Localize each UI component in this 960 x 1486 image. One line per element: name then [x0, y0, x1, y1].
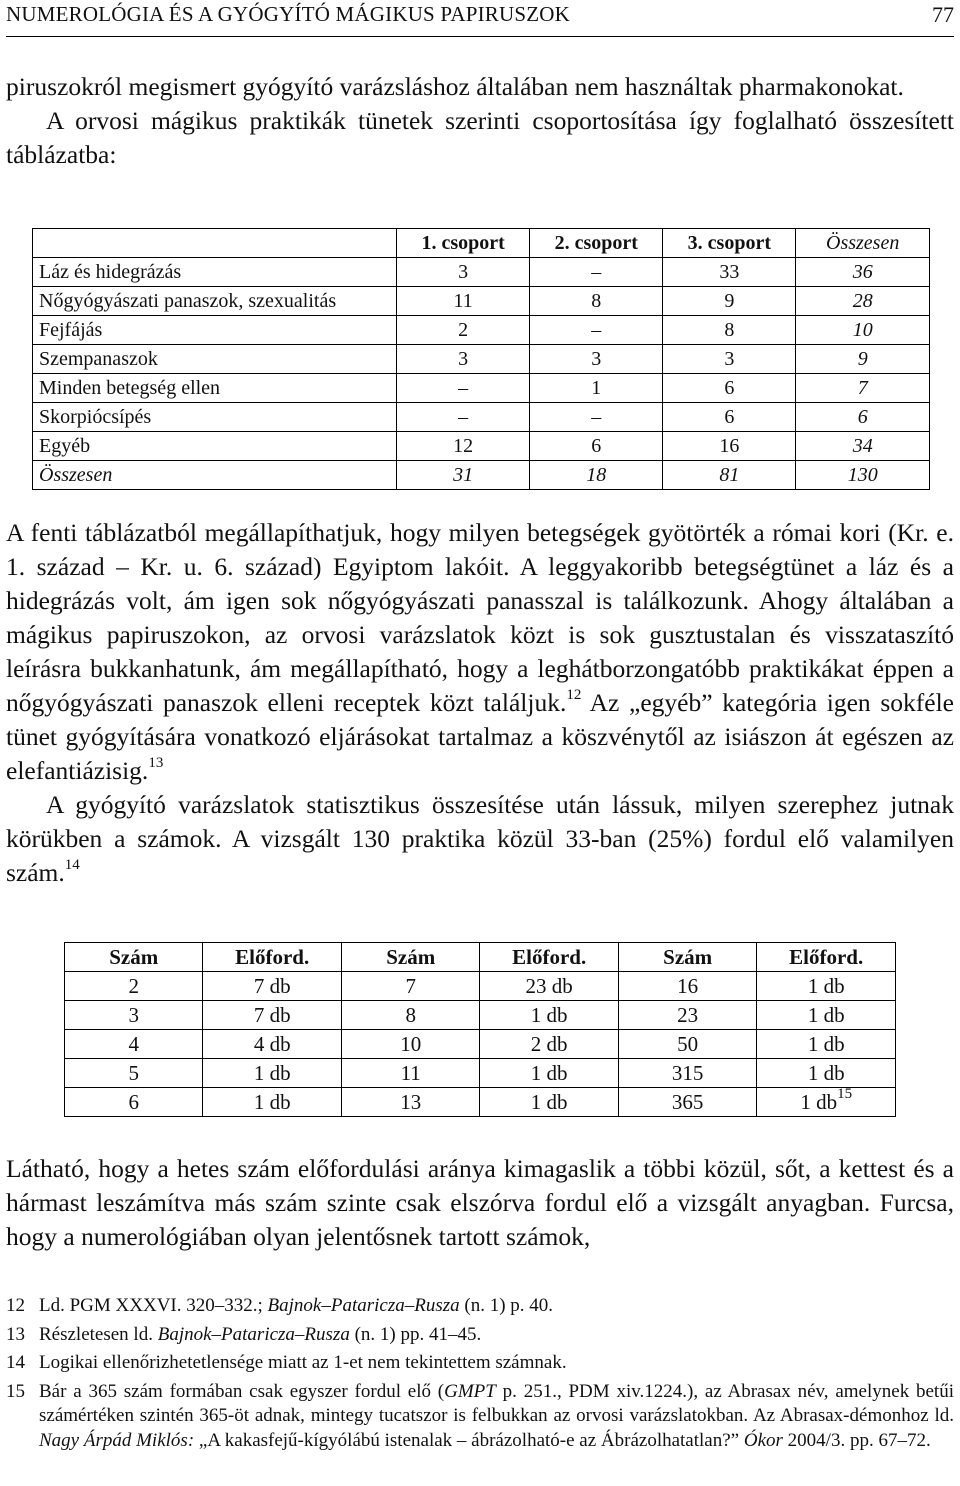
table-row — [65, 1088, 896, 1117]
footnote-15 — [6, 1380, 954, 1454]
table-cell: 2 db — [480, 1030, 619, 1059]
table-cell: 1 — [530, 374, 663, 403]
table-cell: 7 — [796, 374, 930, 403]
table-cell: 1 db — [203, 1088, 342, 1117]
table-cell: Minden betegség ellen — [33, 374, 397, 403]
table-row — [65, 1030, 896, 1059]
table-cell: 33 — [663, 258, 796, 287]
table-cell: 1 db — [757, 1059, 896, 1088]
table-cell: 365 — [618, 1088, 756, 1117]
table-cell: 2 — [65, 972, 203, 1001]
table-header-cell — [33, 229, 397, 258]
table-header-cell: 1. csoport — [397, 229, 530, 258]
footnote-number: 14 — [6, 1352, 25, 1373]
table-row — [65, 1059, 896, 1088]
table-cell: 1 db — [480, 1088, 619, 1117]
footnote-text: (n. 1) pp. 41–45. — [349, 1323, 482, 1345]
table-cell: Láz és hidegrázás — [33, 258, 397, 287]
table-header-cell: Előford. — [480, 943, 619, 972]
paragraph-line: A orvosi mágikus praktikák tünetek szerinti csoportosítása így foglalható összesített táblázatba: — [6, 106, 954, 169]
table-cell: 9 — [663, 287, 796, 316]
table-header-cell: Szám — [65, 943, 203, 972]
table-header-cell: 2. csoport — [530, 229, 663, 258]
table-cell: 3 — [65, 1001, 203, 1030]
table-cell: 12 — [397, 432, 530, 461]
table-cell: 34 — [796, 432, 930, 461]
footnote-ref[interactable]: 12 — [566, 686, 582, 703]
table-row — [33, 287, 930, 316]
table-cell: 16 — [663, 432, 796, 461]
number-frequency-table — [64, 942, 896, 1117]
footnote-number: 12 — [6, 1295, 25, 1316]
table-cell: 1 db — [203, 1059, 342, 1088]
table-cell: 36 — [796, 258, 930, 287]
footnote-text: Részletesen ld. — [39, 1323, 158, 1345]
footnote-ref[interactable]: 13 — [148, 754, 164, 771]
footnote-text: p. 251., PDM xiv.1224.), az Abrasax név, amelynek betűi számértéken szintén 365-öt adnak, mintegy tucatszor is felbukkan az orvosi varázslatokban. Az Abrasax-démonhoz ld. — [39, 1380, 954, 1426]
table-cell: 7 db — [203, 1001, 342, 1030]
table-row — [33, 432, 930, 461]
footnote-text: Ld. PGM XXXVI. 320–332.; — [39, 1295, 268, 1316]
table-cell: 11 — [397, 287, 530, 316]
table-cell: 1 db — [757, 1001, 896, 1030]
table-cell: 3 — [397, 258, 530, 287]
table-total-row — [33, 461, 930, 490]
paragraph-text: Az „egyéb” kategória igen sokféle tünet gyógyítására vonatkozó eljárásokat tartalmaz a köszvénytől az isiászon át egészen az elefantiázisig. — [6, 688, 954, 785]
footnote-text: „A kakasfejű-kígyólábú istenalak – ábrázolható-e az Ábrázolhatatlan?” — [194, 1429, 744, 1451]
table-cell: 9 — [796, 345, 930, 374]
table-header-cell: Szám — [618, 943, 756, 972]
table-cell: 50 — [618, 1030, 756, 1059]
table-cell: Nőgyógyászati panaszok, szexualitás — [33, 287, 397, 316]
table-header-cell: 3. csoport — [663, 229, 796, 258]
table-header-cell: Előford. — [203, 943, 342, 972]
table-cell: – — [397, 374, 530, 403]
table-cell: 8 — [341, 1001, 479, 1030]
footnote-text: Bár a 365 szám formában csak egyszer fordul elő ( — [39, 1380, 445, 1402]
page-number: 77 — [932, 2, 954, 27]
table-cell: 5 — [65, 1059, 203, 1088]
table-cell: 6 — [796, 403, 930, 432]
footnote-text: Logikai ellenőrizhetetlensége miatt az 1-et nem tekintettem számnak. — [39, 1352, 567, 1373]
table-cell: 4 — [65, 1030, 203, 1059]
footnote-italic: Ókor — [743, 1429, 783, 1451]
table-cell: 16 — [618, 972, 756, 1001]
table-row — [33, 258, 930, 287]
table-cell: 1 db — [757, 972, 896, 1001]
table-cell: 31 — [397, 461, 530, 490]
paragraph-intro — [6, 70, 954, 172]
table-cell: 1 db — [480, 1059, 619, 1088]
table-cell: 8 — [530, 287, 663, 316]
table-cell: Egyéb — [33, 432, 397, 461]
footnote-italic: Bajnok–Pataricza–Rusza — [157, 1323, 350, 1345]
table-cell: 6 — [530, 432, 663, 461]
table-cell: – — [530, 258, 663, 287]
table-cell: 6 — [663, 403, 796, 432]
table-cell: 130 — [796, 461, 930, 490]
table-row — [33, 374, 930, 403]
table-cell: Skorpiócsípés — [33, 403, 397, 432]
footnote-number: 13 — [6, 1323, 25, 1345]
table-header-cell: Előford. — [757, 943, 896, 972]
paragraph-conclusion — [6, 1152, 954, 1254]
table-row — [65, 1001, 896, 1030]
table-cell: 3 — [663, 345, 796, 374]
table-cell: 315 — [618, 1059, 756, 1088]
footnote-14 — [6, 1351, 954, 1376]
footnote-12 — [6, 1294, 954, 1319]
table-cell-text: 1 db — [800, 1090, 838, 1114]
table-header-cell: Szám — [341, 943, 479, 972]
footnote-ref[interactable]: 15 — [837, 1086, 853, 1102]
table-header-row — [65, 943, 896, 972]
footnote-italic: GMPT — [444, 1380, 496, 1402]
running-header — [6, 2, 954, 37]
table-header-cell: Összesen — [796, 229, 930, 258]
table-cell: 10 — [796, 316, 930, 345]
table-cell: Szempanaszok — [33, 345, 397, 374]
table-cell: 11 — [341, 1059, 479, 1088]
footnotes — [6, 1294, 954, 1457]
table-cell: 7 db — [203, 972, 342, 1001]
paragraph-numbers — [6, 788, 954, 890]
table-cell: 8 — [663, 316, 796, 345]
table-cell: – — [530, 316, 663, 345]
table-cell: 23 db — [480, 972, 619, 1001]
footnote-text: 2004/3. pp. 67–72. — [782, 1429, 931, 1451]
table-cell: 2 — [397, 316, 530, 345]
table-cell: Összesen — [33, 461, 397, 490]
table-cell: 3 — [530, 345, 663, 374]
footnote-italic: Bajnok–Pataricza–Rusza — [267, 1295, 460, 1316]
table-cell: – — [397, 403, 530, 432]
table-cell: 10 — [341, 1030, 479, 1059]
table-cell: 6 — [65, 1088, 203, 1117]
table-row — [33, 403, 930, 432]
table-row — [33, 316, 930, 345]
footnote-ref[interactable]: 14 — [64, 856, 80, 873]
table-header-row — [33, 229, 930, 258]
paragraph-text: A gyógyító varázslatok statisztikus összesítése után lássuk, milyen szerephez jutnak körükben a számok. A vizsgált 130 praktika közül 33-ban (25%) fordul elő valamilyen szám. — [6, 790, 954, 887]
paragraph-analysis — [6, 516, 954, 890]
table-cell: 23 — [618, 1001, 756, 1030]
table-row — [33, 345, 930, 374]
table-cell: 7 — [341, 972, 479, 1001]
table-cell: 81 — [663, 461, 796, 490]
table-cell: Fejfájás — [33, 316, 397, 345]
paragraph-text: Látható, hogy a hetes szám előfordulási aránya kimagaslik a többi közül, sőt, a kettest és a hármast leszámítva más szám szinte csak elszórva fordul elő a vizsgált anyagban. Furcsa, hogy a numerológiában olyan jelentősnek tartott számok, — [6, 1154, 954, 1251]
table-cell: 13 — [341, 1088, 479, 1117]
footnote-13 — [6, 1323, 954, 1348]
paragraph-line: piruszokról megismert gyógyító varázsláshoz általában nem használtak pharmakonokat. — [6, 72, 904, 101]
table-cell — [757, 1088, 896, 1117]
table-cell: 1 db — [757, 1030, 896, 1059]
paragraph-text: A fenti táblázatból megállapíthatjuk, hogy milyen betegségek gyötörték a római kori (Kr. e. 1. század – Kr. u. 6. század) Egyiptom lakóit. A leggyakoribb betegségtünet a láz és a hidegrázás volt, ám igen sok nőgyógyászati panasszal is találkozunk. Ahogy általában a mágikus papiruszokon, az orvosi varázslatok közt is sok gusztustalan és visszataszító leírásra bukkanhatunk, ám megállapítható, hogy a leghátborzongatóbb praktikákat éppen a nőgyógyászati panaszok elleni receptek közt találjuk. — [6, 518, 954, 717]
table-cell: 28 — [796, 287, 930, 316]
running-title: NUMEROLÓGIA ÉS A GYÓGYÍTÓ MÁGIKUS PAPIRUSZOK — [6, 2, 570, 26]
symptom-group-table — [32, 228, 930, 490]
footnote-number: 15 — [6, 1380, 25, 1402]
table-cell: 1 db — [480, 1001, 619, 1030]
table-cell: 18 — [530, 461, 663, 490]
table-cell: 3 — [397, 345, 530, 374]
table-cell: – — [530, 403, 663, 432]
footnote-text: (n. 1) p. 40. — [459, 1295, 554, 1316]
table-row — [65, 972, 896, 1001]
table-cell: 4 db — [203, 1030, 342, 1059]
table-cell: 6 — [663, 374, 796, 403]
footnote-italic: Nagy Árpád Miklós: — [39, 1429, 195, 1451]
